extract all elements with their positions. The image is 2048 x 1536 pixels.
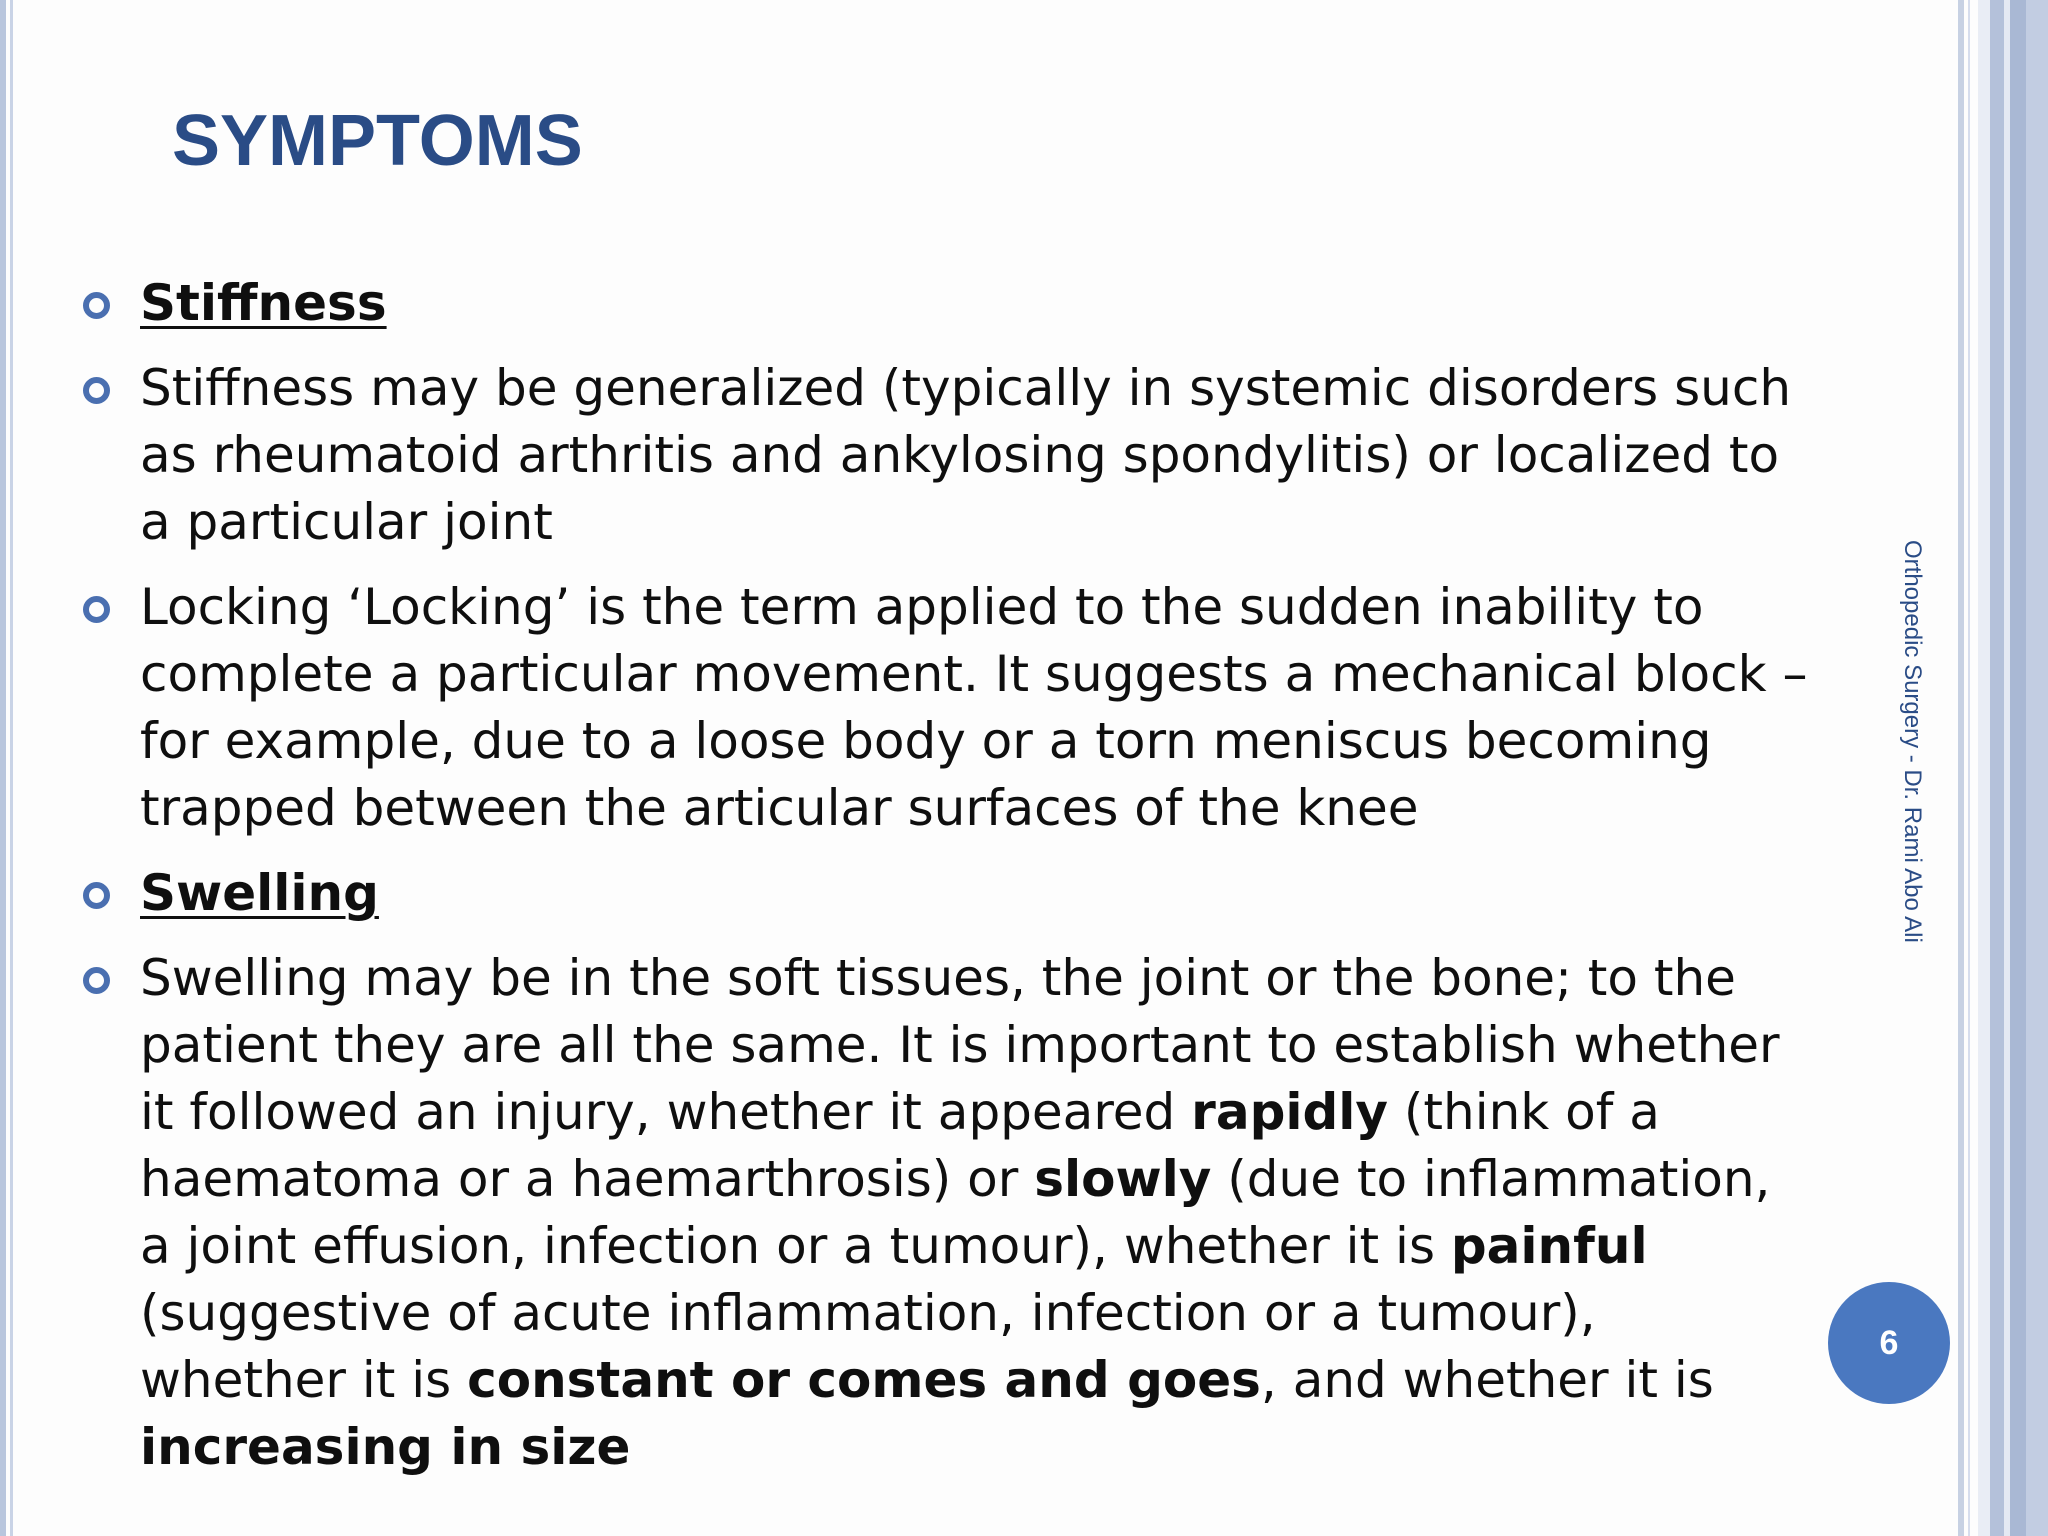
left-border-stripe (0, 0, 6, 1536)
bullet-text: Stiffness may be generalized (typically in systemic disorders such as rheumatoid arthritis and ankylosing spondylitis) or localized to a particular joint (140, 359, 1792, 551)
right-decor-stripe (1990, 0, 2004, 1536)
bullet-circle-icon (83, 882, 110, 909)
bullet-text-bold: painful (1450, 1217, 1648, 1275)
bullet-circle-icon (83, 377, 110, 404)
right-decor-stripe (2026, 0, 2048, 1536)
slide-title: SYMPTOMS (172, 101, 583, 181)
bullet-item (70, 945, 1810, 1481)
bullet-heading-text: Swelling (140, 864, 379, 922)
bullet-circle-icon (83, 967, 110, 994)
right-decor-stripe (1978, 0, 1990, 1536)
bullet-text: (think of a haematoma or a haemarthrosis) or (140, 1083, 1660, 1208)
bullet-text: Swelling may be in the soft tissues, the joint or the bone; to the patient they are all the same. It is important to establish whether it followed an injury, whether it appeared (140, 949, 1780, 1141)
bullet-list (70, 270, 1810, 1499)
bullet-circle-icon (83, 596, 110, 623)
right-decor-stripe (1968, 0, 1970, 1536)
bullet-heading-text: Stiffness (140, 274, 387, 332)
bullet-heading (70, 270, 1810, 337)
side-label (1900, 540, 1924, 1060)
bullet-text-bold: increasing in size (140, 1418, 631, 1476)
bullet-text-bold: rapidly (1191, 1083, 1389, 1141)
bullet-text: , and whether it is (1260, 1351, 1714, 1409)
bullet-item (70, 355, 1810, 556)
bullet-text-bold: constant or comes and goes (467, 1351, 1261, 1409)
bullet-text: Locking ‘Locking’ is the term applied to the sudden inability to complete a particular movement. It suggests a mechanical block – for example, due to a loose body or a torn meniscus becoming trapped between the articular surfaces of the knee (140, 578, 1808, 837)
bullet-text-bold: slowly (1034, 1150, 1212, 1208)
page-number-badge: 6 (1828, 1282, 1950, 1404)
bullet-text: (due to inflammation, a joint effusion, infection or a tumour), whether it is (140, 1150, 1771, 1275)
bullet-circle-icon (83, 292, 110, 319)
side-label-text: Orthopedic Surgery - Dr. Rami Abo Ali (1899, 540, 1926, 943)
right-decor-stripe (1958, 0, 1964, 1536)
bullet-heading (70, 860, 1810, 927)
bullet-text: (suggestive of acute inflammation, infection or a tumour), whether it is (140, 1284, 1596, 1409)
left-border-stripe-inner (10, 0, 13, 1536)
right-decor-stripe (2010, 0, 2026, 1536)
bullet-item (70, 574, 1810, 842)
